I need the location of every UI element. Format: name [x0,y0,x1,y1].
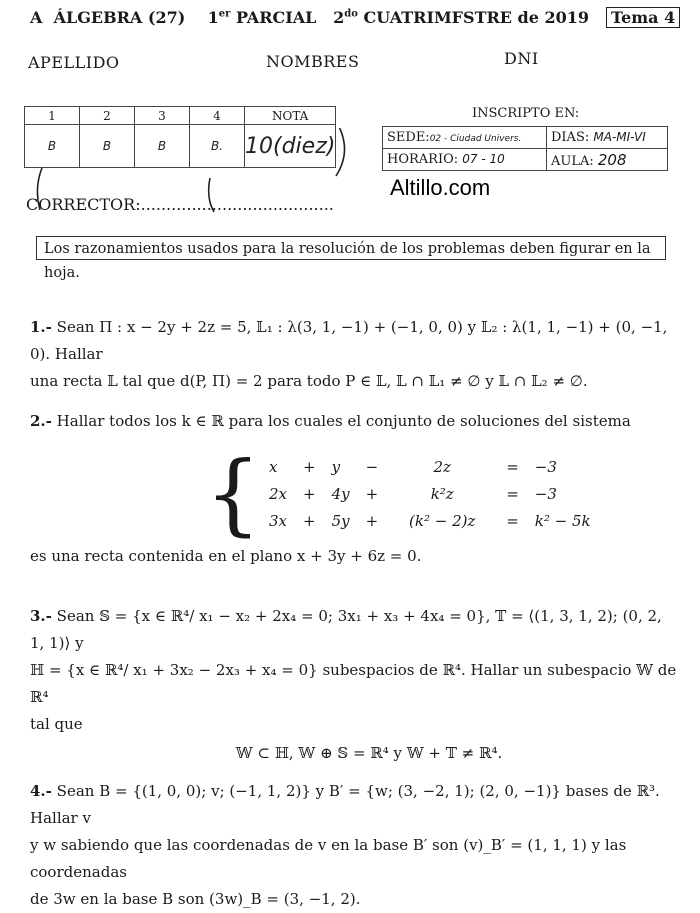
problem-4 [30,778,678,913]
sede-label: SEDE: [387,130,430,145]
aula-cell [547,149,668,171]
horario-value: 07 - 10 [462,152,505,166]
aula-label: AULA: [551,153,594,169]
problem-3 [30,603,678,767]
system-term: = [506,458,519,476]
grade-header: 1 [25,107,80,125]
header-a: A [30,8,43,27]
apellido-label: APELLIDO [28,53,120,72]
system-row [261,508,599,535]
inscripto-row [383,127,668,149]
dias-label: DIAS: [551,130,590,145]
problem-4-text: Sean B = {(1, 0, 0); v; (−1, 1, 2)} y B′ = {w; (3, −2, 1); (2, 0, −1)} bases de ℝ³. Hallar v [30,782,660,827]
dias-cell [547,127,668,149]
term-number: 2 [333,8,345,27]
inscripto-title: INSCRIPTO EN: [472,106,580,121]
problem-1 [30,314,678,395]
subject-title: ÁLGEBRA (27) [53,8,186,27]
system-term: −3 [534,485,557,503]
inscripto-table [382,126,668,171]
instructions-box: Los razonamientos usados para la resolución de los problemas deben figurar en la hoja. [36,236,666,260]
problem-4-line [30,778,678,832]
term-number-sup: do [344,8,358,20]
sede-value: 02 - Ciudad Univers. [429,134,522,144]
grade-header: 3 [135,107,190,125]
system-term: + [365,485,379,503]
sede-cell [383,127,547,149]
grade-header: 2 [80,107,135,125]
exam-header [30,8,589,27]
system-term: 2x [269,485,288,503]
exam-word: PARCIAL [235,8,317,27]
problem-1-text: Sean Π : x − 2y + 2z = 5, 𝕃₁ : λ(3, 1, −1) + (−1, 0, 0) y 𝕃₂ : λ(1, 1, −1) + (0, −1, 0). Hallar [30,318,668,363]
problem-1-line [30,314,678,368]
problem-4-line: de 3w en la base B son (3w)_B = (3, −1, 2). [30,890,361,908]
system-term: −3 [534,458,557,476]
system-term: − [365,458,379,476]
system-term: 4y [331,485,350,503]
grade-header: 4 [190,107,245,125]
problem-2-number: 2.- [30,412,52,430]
dias-value: MA-MI-VI [593,130,646,144]
system-term: = [506,512,519,530]
exam-number-sup: er [218,8,231,20]
exam-number: 1 [207,8,219,27]
system-term: x [269,458,278,476]
term-word: CUATRIMFSTRE de 2019 [363,8,589,27]
system-term: k² − 5k [534,512,591,530]
problem-3-line: tal que [30,715,83,733]
system-brace: { [205,442,261,545]
inscripto-row [383,149,668,171]
problem-4-line: y w sabiendo que las coordenadas de v en la base B′ son (v)_B′ = (1, 1, 1) y las coordenadas [30,836,627,881]
system-term: 5y [331,512,350,530]
system-term: + [303,458,316,476]
system-term: + [303,512,316,530]
aula-value: 208 [597,150,627,169]
problem-2-text: Hallar todos los k ∈ ℝ para los cuales el conjunto de soluciones del sistema [56,412,631,430]
grade-score: B. [190,125,245,168]
system-term: + [303,485,316,503]
grades-header-row [25,107,336,125]
system-term: k²z [430,485,454,503]
grade-score: B [135,125,190,168]
equation-system [205,442,599,545]
problem-2-outro: es una recta contenida en el plano x + 3y + 6z = 0. [30,547,422,565]
grade-total: 10(diez) [245,125,336,168]
problem-3-text: Sean 𝕊 = {x ∈ ℝ⁴/ x₁ − x₂ + 2x₄ = 0; 3x₁ + x₃ + 4x₄ = 0}, 𝕋 = ⟨(1, 3, 1, 2); (0, 2, 1, 1)⟩ y [30,607,662,652]
problem-1-line: una recta 𝕃 tal que d(P, Π) = 2 para todo P ∈ 𝕃, 𝕃 ∩ 𝕃₁ ≠ ∅ y 𝕃 ∩ 𝕃₂ ≠ ∅. [30,372,588,390]
grade-header: NOTA [245,107,336,125]
system-term: + [365,512,379,530]
dni-label: DNI [504,49,539,68]
system-term: y [331,458,341,476]
system-table [261,454,599,535]
horario-label: HORARIO: [387,152,459,167]
problem-3-line [30,603,678,657]
problem-3-conditions: 𝕎 ⊂ ℍ, 𝕎 ⊕ 𝕊 = ℝ⁴ y 𝕎 + 𝕋 ≠ ℝ⁴. [235,744,503,762]
grade-score: B [25,125,80,168]
system-term: 3x [269,512,288,530]
corrector-line: CORRECTOR:...................................... [26,195,334,214]
problem-3-line: ℍ = {x ∈ ℝ⁴/ x₁ + 3x₂ − 2x₃ + x₄ = 0} subespacios de ℝ⁴. Hallar un subespacio 𝕎 de ℝ⁴ [30,661,677,706]
problem-4-number: 4.- [30,782,52,800]
system-term: 2z [433,458,451,476]
problem-2-intro [30,408,678,435]
system-term: (k² − 2)z [409,512,476,530]
system-row [261,481,599,508]
problem-3-number: 3.- [30,607,52,625]
tema-box: Tema 4 [606,7,680,28]
problem-1-number: 1.- [30,318,52,336]
system-term: = [506,485,519,503]
horario-cell [383,149,547,171]
nombres-label: NOMBRES [266,52,360,71]
system-row [261,454,599,481]
grade-score: B [80,125,135,168]
watermark: Altillo.com [390,175,491,200]
